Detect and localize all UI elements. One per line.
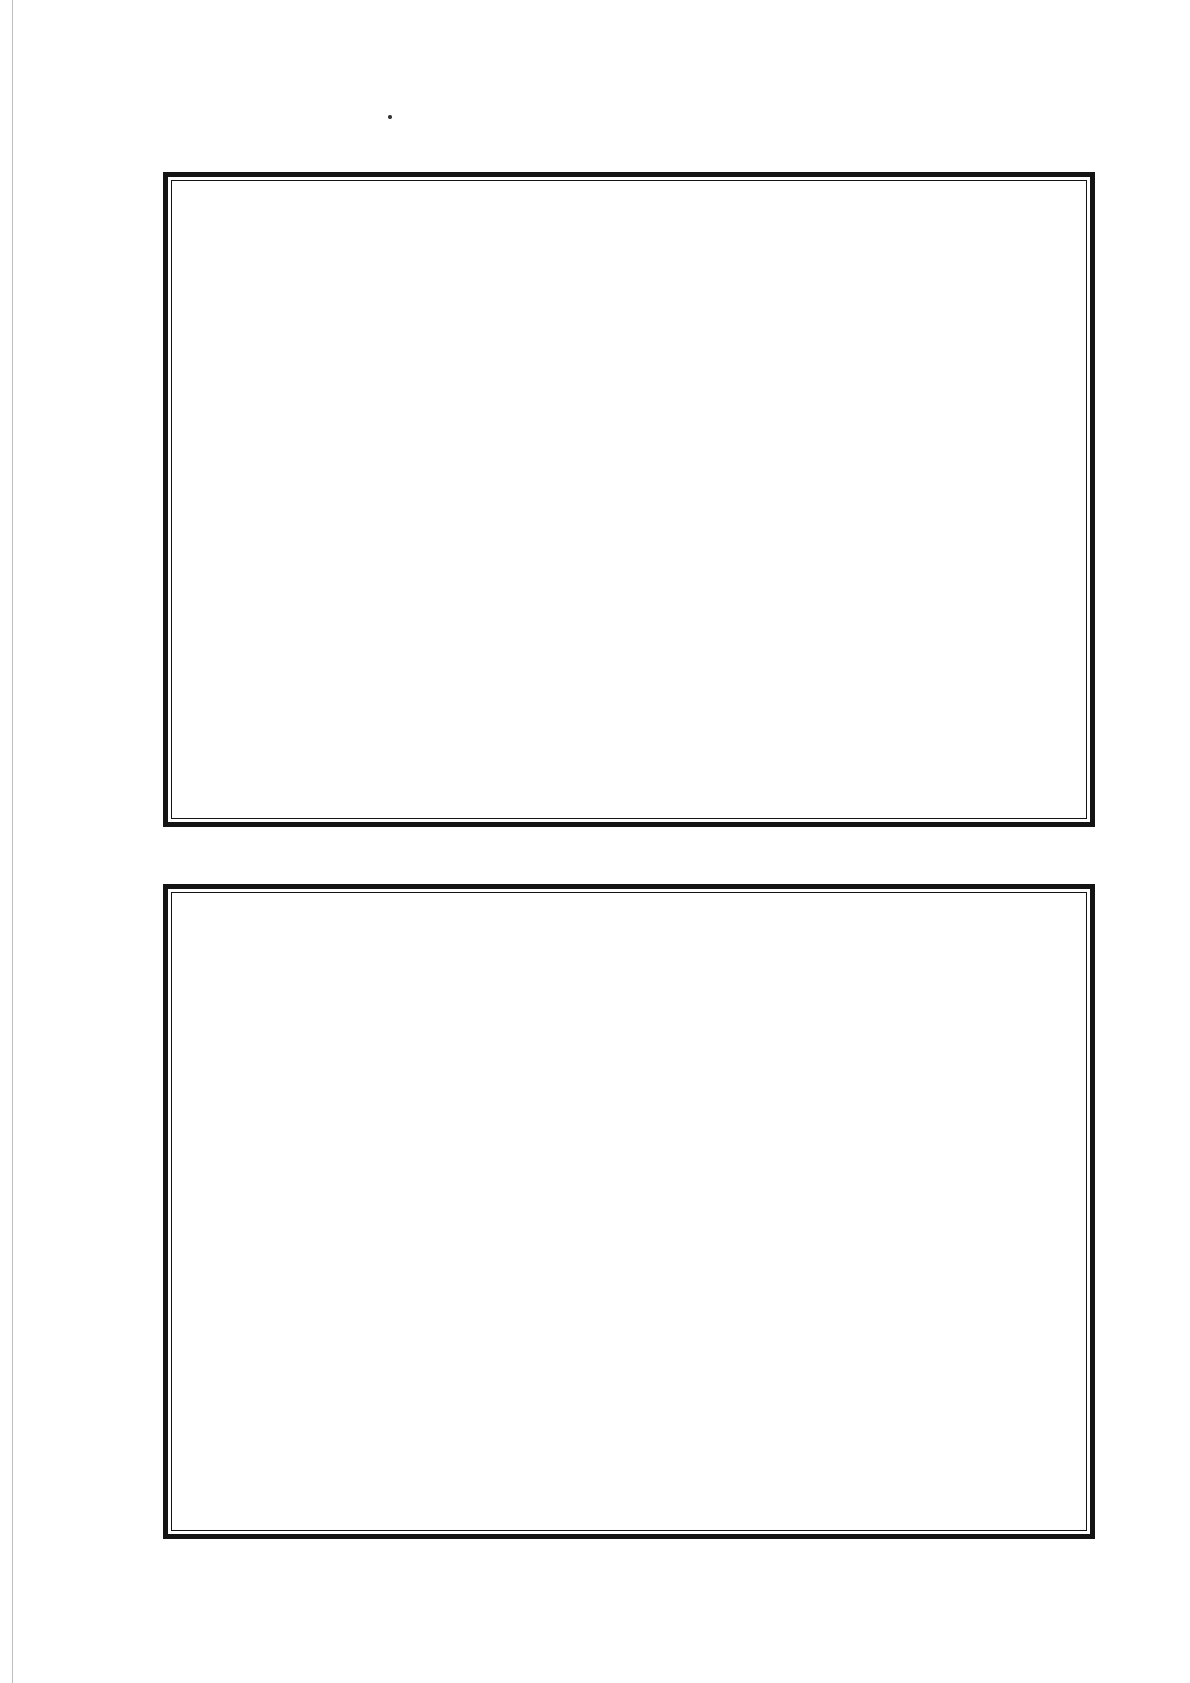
page-left-rule <box>12 0 13 1683</box>
genealogy-page-top <box>163 172 1095 827</box>
genealogy-page-bottom <box>163 884 1095 1539</box>
speck <box>388 115 392 119</box>
